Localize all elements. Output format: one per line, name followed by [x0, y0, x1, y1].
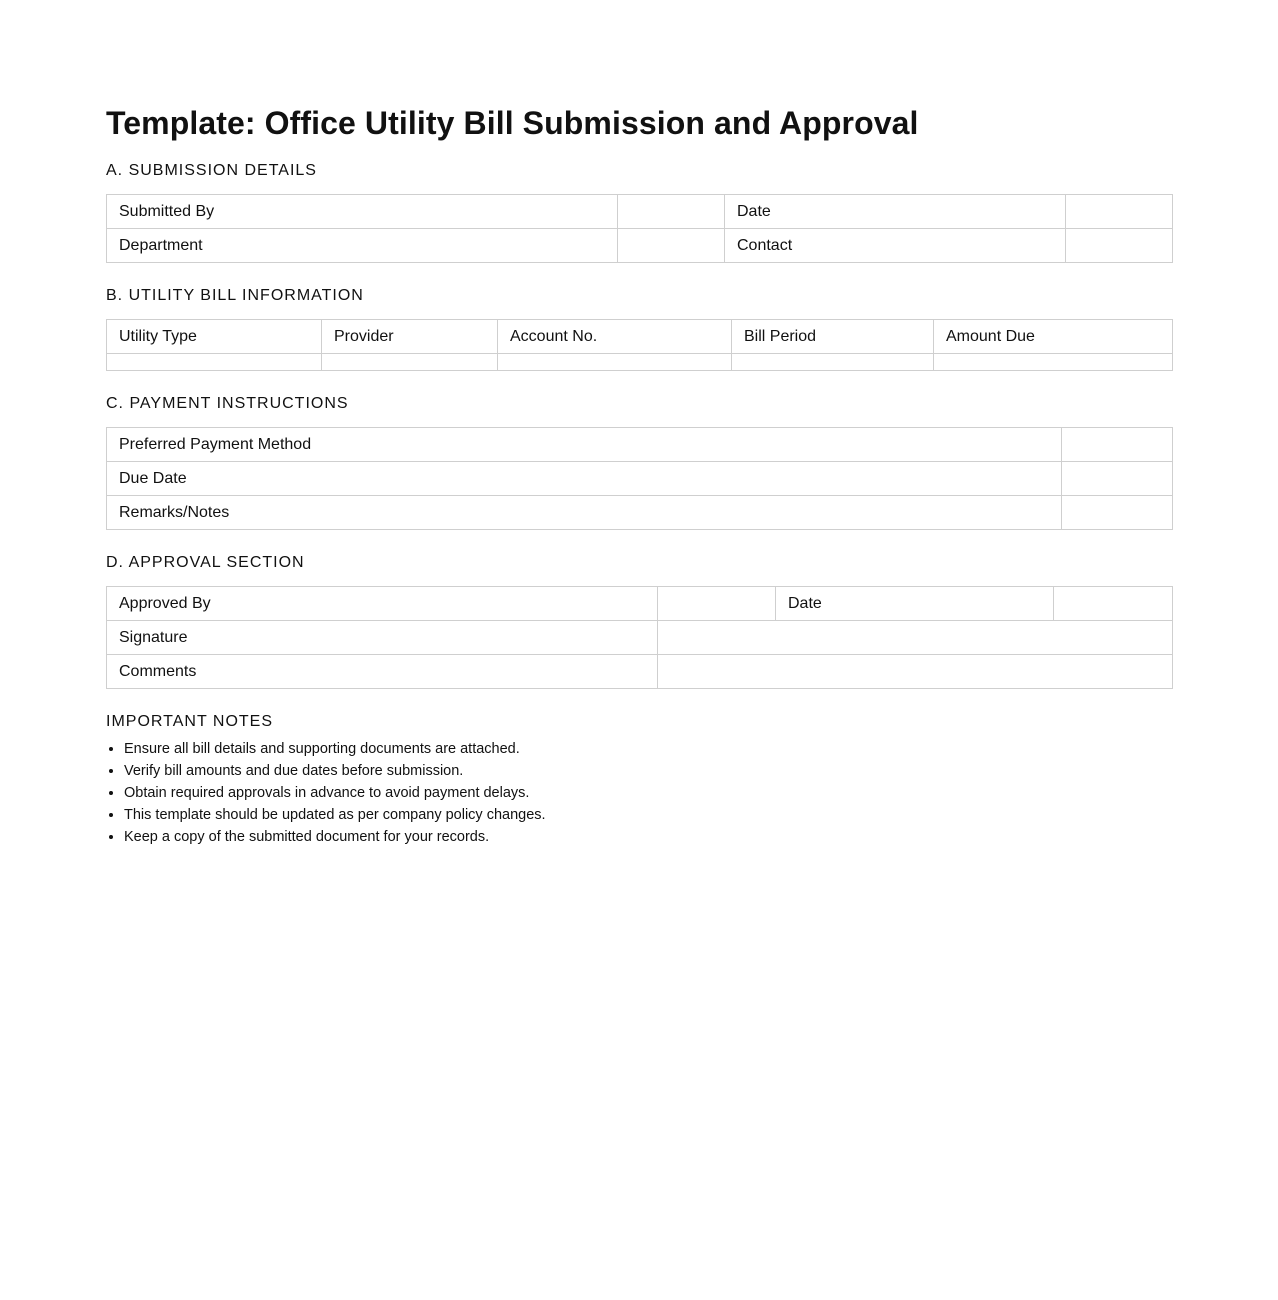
approval-table [106, 586, 1173, 689]
page-title: Template: Office Utility Bill Submission and Approval [106, 105, 919, 141]
table-row [107, 496, 1173, 530]
table-row [107, 621, 1173, 655]
table-row [107, 229, 1173, 263]
amount-due-cell[interactable] [934, 354, 1173, 371]
list-item: • Verify bill amounts and due dates before submission. [124, 760, 1172, 782]
approval-date-label: Date [776, 587, 1054, 621]
table-row [107, 587, 1173, 621]
column-header-amount-due: Amount Due [934, 320, 1173, 354]
approved-by-label: Approved By [107, 587, 658, 621]
notes-list [106, 738, 1172, 848]
table-row [107, 462, 1173, 496]
due-date-label: Due Date [107, 462, 1062, 496]
table-row [107, 195, 1173, 229]
signature-label: Signature [107, 621, 658, 655]
due-date-field[interactable] [1062, 462, 1173, 496]
utility-bill-table [106, 319, 1173, 371]
list-item: • Obtain required approvals in advance to avoid payment delays. [124, 782, 1172, 804]
payment-method-label: Preferred Payment Method [107, 428, 1062, 462]
section-heading-utility: B. UTILITY BILL INFORMATION [106, 287, 364, 304]
section-heading-submission: A. SUBMISSION DETAILS [106, 162, 317, 179]
provider-cell[interactable] [322, 354, 498, 371]
remarks-label: Remarks/Notes [107, 496, 1062, 530]
utility-type-cell[interactable] [107, 354, 322, 371]
table-row [107, 655, 1173, 689]
date-field[interactable] [1066, 195, 1173, 229]
approval-date-field[interactable] [1054, 587, 1173, 621]
department-field[interactable] [618, 229, 725, 263]
submitted-by-field[interactable] [618, 195, 725, 229]
section-heading-approval: D. APPROVAL SECTION [106, 554, 305, 571]
bill-period-cell[interactable] [732, 354, 934, 371]
contact-field[interactable] [1066, 229, 1173, 263]
comments-field[interactable] [658, 655, 1173, 689]
section-heading-payment: C. PAYMENT INSTRUCTIONS [106, 395, 349, 412]
list-item: • Ensure all bill details and supporting documents are attached. [124, 738, 1172, 760]
comments-label: Comments [107, 655, 658, 689]
document-content [106, 104, 1172, 848]
department-label: Department [107, 229, 618, 263]
payment-method-field[interactable] [1062, 428, 1173, 462]
submission-details-table [106, 194, 1173, 263]
table-row [107, 428, 1173, 462]
column-header-provider: Provider [322, 320, 498, 354]
column-header-account-no: Account No. [498, 320, 732, 354]
approved-by-field[interactable] [658, 587, 776, 621]
date-label: Date [725, 195, 1066, 229]
signature-field[interactable] [658, 621, 1173, 655]
payment-instructions-table [106, 427, 1173, 530]
column-header-bill-period: Bill Period [732, 320, 934, 354]
contact-label: Contact [725, 229, 1066, 263]
table-header-row [107, 320, 1173, 354]
submitted-by-label: Submitted By [107, 195, 618, 229]
section-heading-notes: IMPORTANT NOTES [106, 713, 274, 730]
remarks-field[interactable] [1062, 496, 1173, 530]
list-item: • This template should be updated as per company policy changes. [124, 804, 1172, 826]
account-no-cell[interactable] [498, 354, 732, 371]
table-row [107, 354, 1173, 371]
column-header-utility-type: Utility Type [107, 320, 322, 354]
list-item: • Keep a copy of the submitted document for your records. [124, 826, 1172, 848]
